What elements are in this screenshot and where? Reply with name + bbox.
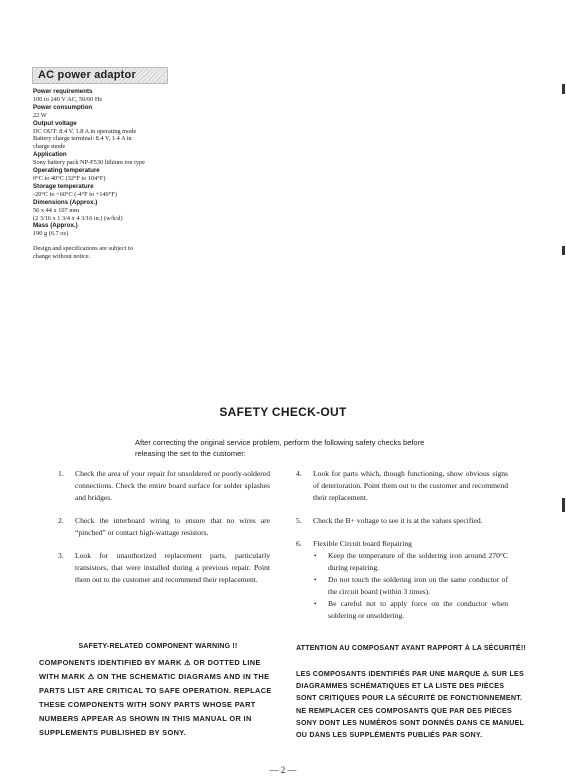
spec-power-requirements [33, 88, 148, 104]
spec-value: -20°C to +60°C (-4°F to +140°F) [33, 190, 117, 198]
spec-label: Power consumption [33, 103, 93, 111]
scan-edge-mark [562, 84, 565, 94]
checklist-item-5 [296, 515, 511, 527]
item-text: Look for unauthorized replacement parts, particularly transistors, that were installed during a previous repair. Point them out to the customer and recommend their replacement. [75, 551, 270, 584]
spec-label: Mass (Approx.) [33, 222, 78, 230]
scan-edge-mark [562, 498, 565, 512]
warning-en-body: COMPONENTS IDENTIFIED BY MARK ⚠ OR DOTTED LINE WITH MARK ⚠ ON THE SCHEMATIC DIAGRAMS AND IN THE PARTS LIST ARE CRITICAL TO SAFE OPERATION. REPLACE THESE COMPONENTS WITH SONY PARTS WHOSE PART NUMBERS APPEAR AS SHOWN IN THIS MANUAL OR IN SUPPLEMENTS PUBLISHED BY SONY. [39, 658, 272, 737]
item-number: 5. [296, 516, 302, 525]
item-text: Flexible Circuit board Repairing [313, 539, 412, 548]
spec-list [33, 88, 148, 261]
spec-label: Application [33, 151, 67, 159]
spec-value: 190 g (6.7 oz) [33, 230, 69, 238]
item-number: 1. [58, 469, 64, 478]
spec-label: Operating temperature [33, 167, 100, 175]
spec-label: Power requirements [33, 88, 93, 95]
spec-value: Sony battery pack NP-F530 lithium ion type [33, 159, 145, 167]
warning-en-title: SAFETY-RELATED COMPONENT WARNING !! [78, 643, 238, 650]
spec-dimensions [33, 199, 148, 223]
item-text: Check the interboard wiring to ensure that no wires are “pinched” or contact high-wattage resistors. [75, 516, 270, 537]
checklist-item-4 [296, 468, 508, 504]
item-number: 2. [58, 516, 64, 525]
item-number: 4. [296, 469, 302, 478]
scan-edge-mark [562, 246, 565, 255]
safety-title: SAFETY CHECK-OUT [219, 405, 347, 419]
spec-label: Output voltage [33, 119, 77, 127]
spec-label: Dimensions (Approx.) [33, 198, 98, 206]
subitem: • Be careful not to apply force on the conductor when soldering or unsoldering. [313, 598, 508, 622]
spec-value: 0°C to 40°C (32°F to 104°F) [33, 174, 106, 182]
safety-intro: After correcting the original service problem, perform the following safety checks before releasing the set to the customer: [135, 438, 425, 458]
spec-value: 100 to 240 V AC, 50/60 Hz [33, 95, 103, 103]
spec-output-voltage [33, 120, 148, 152]
spec-note: Design and specifications are subject to change without notice. [33, 245, 133, 261]
spec-mass [33, 222, 148, 238]
spec-value: 22 W [33, 111, 47, 119]
item-text: Check the B+ voltage to see it is at the values specified. [313, 516, 483, 525]
warning-fr-body: LES COMPOSANTS IDENTIFIÉS PAR UNE MARQUE ⚠ SUR LES DIAGRAMMES SCHÉMATIQUES ET LA LISTE DES PIÈCES SONT CRITIQUES POUR LA SÉCURITÉ DE FONCTIONNEMENT. NE REMPLACER CES COMPOSANTS QUE PAR DES PIÈCES SONY DONT LES NUMÉROS SONT DONNÉS DANS CE MANUEL OU DANS LES SUPPLÉMENTS PUBLIÉS PAR SONY. [296, 670, 525, 740]
item-number: 3. [58, 551, 64, 560]
checklist-item-3 [58, 550, 270, 586]
item-text: Look for parts which, though functioning, show obvious signs of deterioration. Point them out to the customer and recommend their replacement. [313, 469, 508, 502]
warning-fr-title: ATTENTION AU COMPOSANT AYANT RAPPORT À LA SÉCURITÉ!! [296, 645, 526, 652]
ac-adaptor-title: AC power adaptor [38, 69, 136, 81]
checklist-item-6 [296, 538, 508, 622]
item-text: Check the area of your repair for unsoldered or poorly-soldered connections. Check the entire board surface for solder splashes and bridges. [75, 469, 270, 502]
spec-power-consumption [33, 104, 148, 120]
item-number: 6. [296, 539, 302, 548]
checklist-item-2 [58, 515, 270, 539]
spec-value: DC OUT: 8.4 V, 1.8 A in operating mode Battery charge terminal: 8.4 V, 1.4 A in charge mode [33, 127, 137, 151]
subitem: • Keep the temperature of the soldering iron around 270°C during repairing. [313, 550, 508, 574]
spec-operating-temperature [33, 167, 148, 183]
spec-value: 56 x 44 x 107 mm (2 3/16 x 1 3/4 x 4 3/16 in.) (w/h/d) [33, 206, 123, 222]
spec-storage-temperature [33, 183, 148, 199]
subitem: • Do not touch the soldering iron on the same conductor of the circuit board (within 3 times). [313, 574, 508, 598]
spec-application [33, 151, 148, 167]
spec-label: Storage temperature [33, 182, 94, 190]
page-number: — 2 — [269, 765, 297, 775]
subitem-list [313, 550, 508, 622]
ac-adaptor-header [32, 67, 168, 84]
checklist-item-1 [58, 468, 270, 504]
